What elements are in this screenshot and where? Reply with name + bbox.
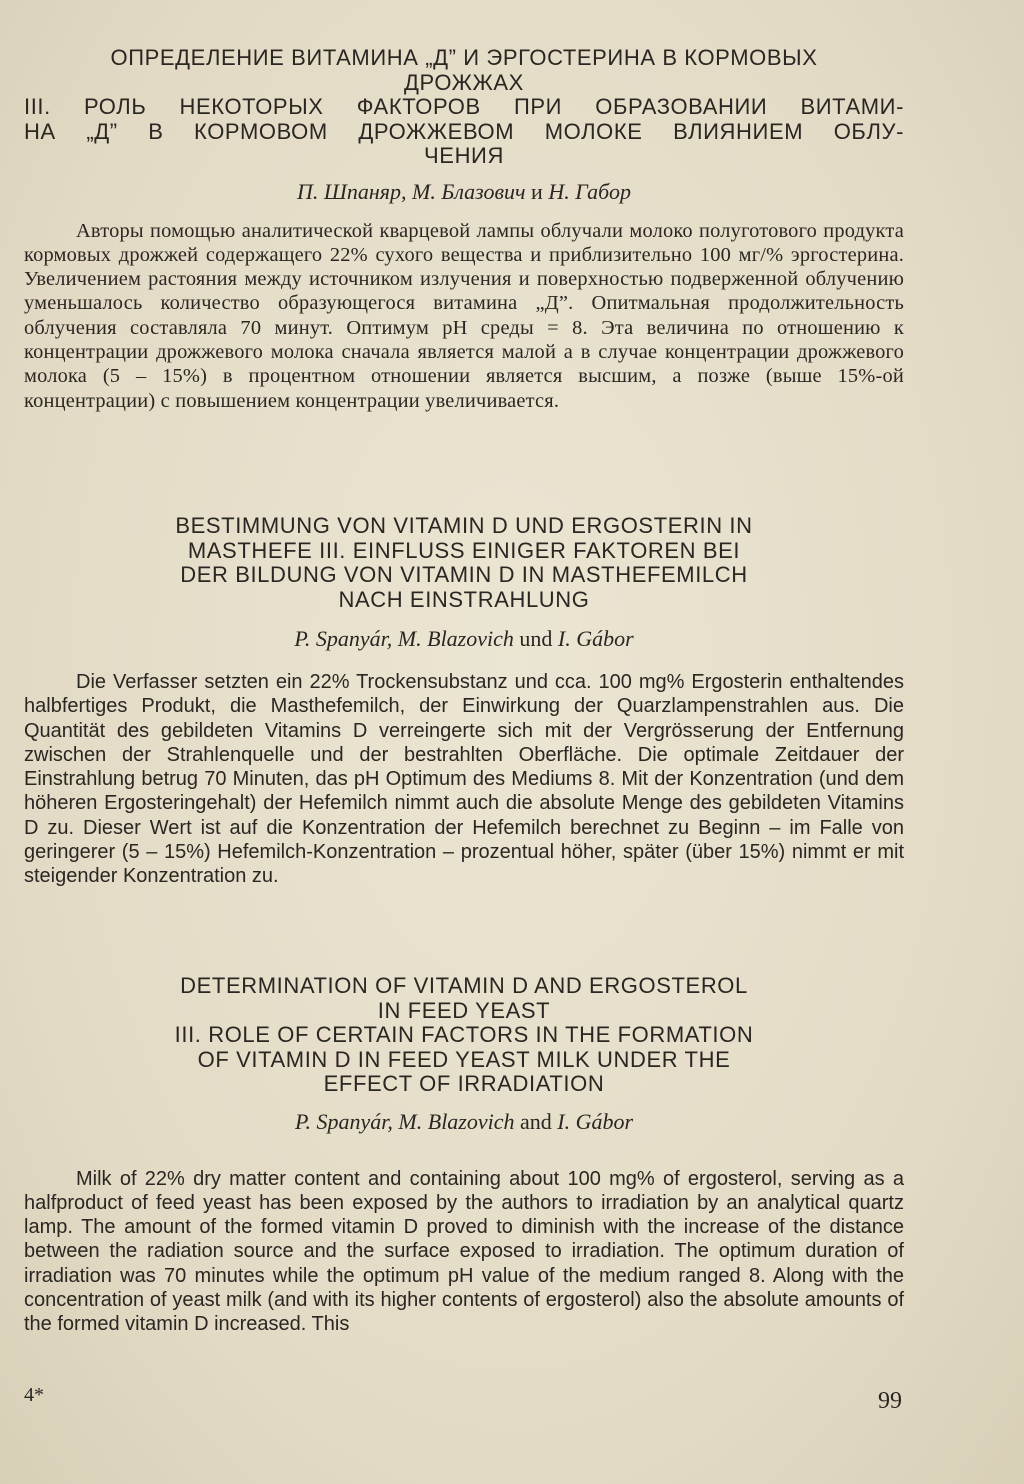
title-line: ЧЕНИЯ bbox=[424, 143, 504, 168]
and-word: und bbox=[519, 626, 553, 651]
title-line: MASTHEFE III. EINFLUSS EINIGER FAKTOREN BEI bbox=[187, 537, 741, 563]
last-author: Н. Габор bbox=[548, 178, 631, 204]
russian-authors bbox=[24, 179, 904, 205]
russian-abstract: Авторы помощью аналитической кварцевой лампы облучали молоко полуготового продукта кормовых дрожжей содержащего 22% сухого вещества и приблизительно 100 мг/% эргостерина. Увеличением растояния между источником излучения и поверхностью подверженной облучению уменьшалось количество образующегося витамина „Д”. Опитмальная продолжительность облучения составляла 70 минут. Оптимум pH среды = 8. Эта величина по отношению к концентрации дрожжевого молока сначала является малой а в случае концентрации дрожжевого молока (5 – 15%) в процентном отношении является высшим, а позже (выше 15%-ой концентрации) с повышением концентрации увеличивается. bbox=[24, 219, 904, 412]
and-word: и bbox=[531, 178, 543, 204]
title-line: DER BILDUNG VON VITAMIN D IN MASTHEFEMILCH bbox=[180, 562, 748, 587]
title-line: BESTIMMUNG VON VITAMIN D UND ERGOSTERIN IN bbox=[175, 513, 753, 538]
title-line: OF VITAMIN D IN FEED YEAST MILK UNDER THE bbox=[197, 1046, 731, 1072]
title-line: ДРОЖЖАХ bbox=[404, 69, 524, 95]
german-section bbox=[24, 514, 904, 889]
page-number: 99 bbox=[878, 1388, 902, 1414]
title-line: DETERMINATION OF VITAMIN D AND ERGOSTEROL bbox=[180, 973, 748, 998]
english-title bbox=[24, 974, 904, 1097]
russian-section bbox=[24, 46, 904, 413]
title-line: ОПРЕДЕЛЕНИЕ ВИТАМИНА „Д” И ЭРГОСТЕРИНА В КОРМОВЫХ bbox=[110, 45, 818, 70]
signature-mark: 4* bbox=[24, 1384, 44, 1406]
title-line: III. ROLE OF CERTAIN FACTORS IN THE FORMATION bbox=[174, 1022, 754, 1047]
english-section bbox=[24, 974, 904, 1337]
title-line: IN FEED YEAST bbox=[377, 997, 551, 1023]
title-line: III. РОЛЬ НЕКОТОРЫХ ФАКТОРОВ ПРИ ОБРАЗОВАНИИ ВИТАМИ- bbox=[24, 94, 904, 119]
and-word: and bbox=[520, 1108, 552, 1134]
russian-title bbox=[24, 46, 904, 169]
english-authors bbox=[24, 1109, 904, 1135]
title-line: EFFECT OF IRRADIATION bbox=[323, 1071, 605, 1096]
german-authors bbox=[24, 626, 904, 652]
author-names: P. Spanyár, M. Blazovich bbox=[294, 626, 514, 651]
author-names: P. Spanyár, M. Blazovich bbox=[294, 1108, 515, 1134]
title-line: NACH EINSTRAHLUNG bbox=[338, 586, 590, 612]
author-names: П. Шпаняр, М. Блазович bbox=[297, 178, 526, 204]
last-author: I. Gábor bbox=[557, 1108, 634, 1134]
german-abstract: Die Verfasser setzten ein 22% Trockensubstanz und cca. 100 mg% Ergosterin enthaltendes halbfertiges Produkt, die Masthefemilch, der Einwirkung der Quarzlampenstrahlen aus. Die Quantität des gebildeten Vitamins D verreingerte sich mit der Vergrösserung der Entfernung zwischen der Strahlenquelle und der bestrahlten Oberfläche. Die optimale Zeitdauer der Einstrahlung betrug 70 Minuten, das pH Optimum des Mediums 8. Mit der Konzentration (und dem höheren Ergosteringehalt) der Hefemilch nimmt auch die absolute Menge des gebildeten Vitamins D zu. Dieser Wert ist auf die Konzentration der Hefemilch berechnet zu Beginn – im Falle von geringerer (5 – 15%) Hefemilch-Konzentration – prozentual höher, später (über 15%) nimmt er mit steigender Konzentration zu. bbox=[24, 671, 904, 888]
english-abstract: Milk of 22% dry matter content and containing about 100 mg% of ergosterol, serving as a halfproduct of feed yeast has been exposed by the authors to irradiation by an analytical quartz lamp. The amount of the formed vitamin D proved to diminish with the increase of the distance between the radiation source and the surface exposed to irradiation. The optimum duration of irradiation was 70 minutes while the optimum pH value of the medium ranged 8. Along with the concentration of yeast milk (and with its higher contents of ergosterol) also the absolute amounts of the formed vitamin D increased. This bbox=[24, 1167, 904, 1336]
german-title bbox=[24, 514, 904, 612]
last-author: I. Gábor bbox=[557, 626, 634, 651]
title-line: НА „Д” В КОРМОВОМ ДРОЖЖЕВОМ МОЛОКЕ ВЛИЯНИЕМ ОБЛУ- bbox=[24, 118, 904, 144]
